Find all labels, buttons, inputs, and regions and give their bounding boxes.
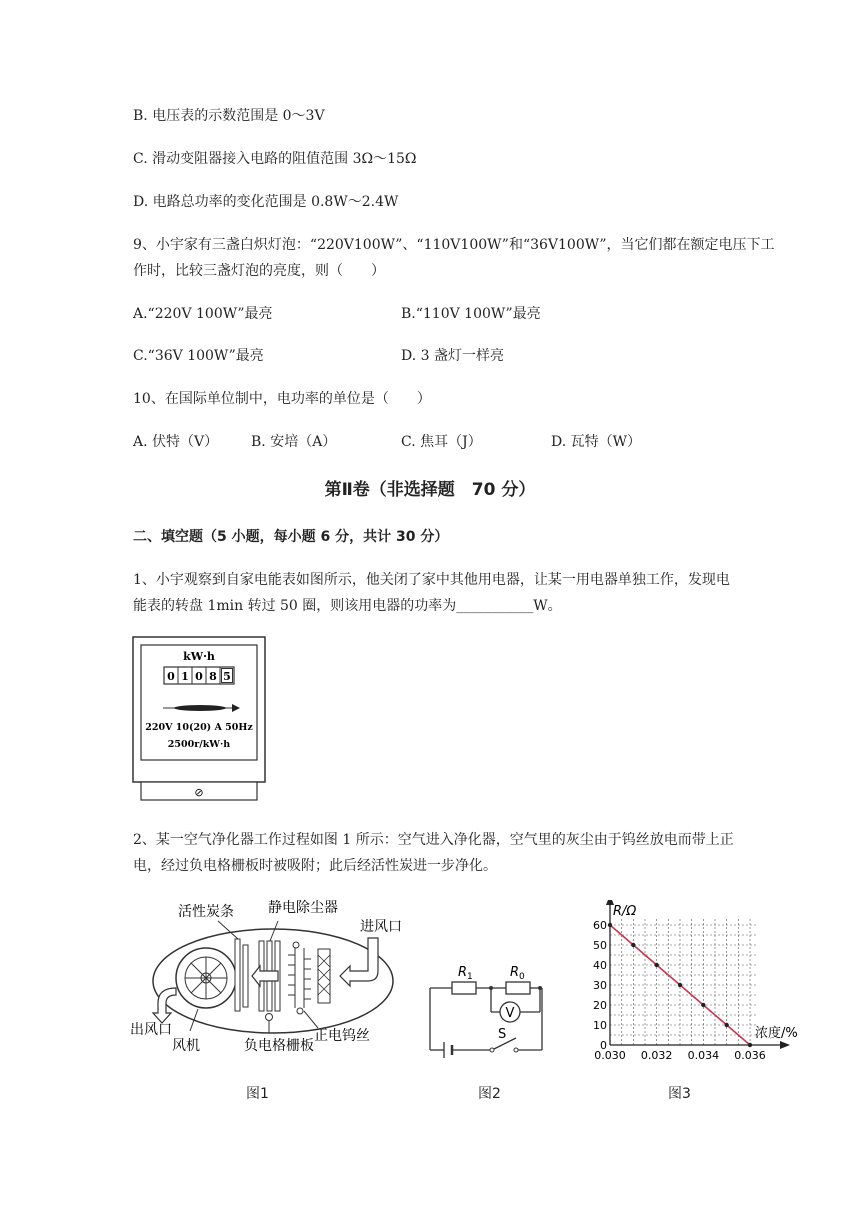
q10-option-b: B. 安培（A）: [251, 434, 337, 450]
fig2-switch-label: S: [498, 1027, 507, 1042]
data-point: [608, 923, 612, 927]
voltmeter-icon: [500, 1002, 520, 1022]
meter-digit: 0: [167, 670, 175, 683]
y-tick-label: 30: [593, 979, 607, 992]
section-subtitle: 二、填空题（5 小题，每小题 6 分，共计 30 分）: [133, 529, 449, 545]
x-tick-label: 0.034: [687, 1049, 720, 1062]
q9-option-c: C.“36V 100W”最亮: [133, 348, 264, 364]
x-tick-label: 0.030: [594, 1049, 626, 1062]
air-purifier-diagram: [128, 893, 418, 1063]
q9-stem-line2: 作时，比较三盏灯泡的亮度，则（ ）: [133, 263, 385, 279]
x-axis-arrow: [780, 1041, 790, 1049]
q9-option-a: A.“220V 100W”最亮: [133, 306, 273, 322]
meter-spec-rating: 220V 10(20) A 50Hz: [145, 722, 253, 733]
q10-option-d: D. 瓦特（W）: [551, 434, 642, 450]
y-tick-label: 0: [600, 1039, 607, 1052]
meter-unit: kW·h: [183, 650, 215, 663]
meter-digit: 8: [209, 670, 217, 683]
fig1-label-outlet: 出风口: [130, 1022, 172, 1038]
fq2-stem-line2: 电，经过负电格栅板时被吸附；此后经活性炭进一步净化。: [133, 858, 497, 874]
chart-x-label: 浓度/%: [755, 1026, 798, 1041]
fq1-stem-line1: 1、小宇观察到自家电能表如图所示，他关闭了家中其他用电器，让某一用电器单独工作，发现电: [133, 572, 730, 588]
x-tick-label: 0.036: [734, 1049, 766, 1062]
chart-ticks: [593, 919, 766, 1062]
fig1-label-inlet: 进风口: [360, 919, 402, 935]
data-point: [654, 963, 658, 967]
q9-option-b: B.“110V 100W”最亮: [401, 306, 541, 322]
q10-stem: 10、在国际单位制中，电功率的单位是（ ）: [133, 391, 431, 407]
q8-option-b: B. 电压表的示数范围是 0～3V: [133, 108, 325, 124]
meter-digit: 0: [195, 670, 203, 683]
chart-grid: [610, 917, 758, 1045]
data-point: [724, 1023, 728, 1027]
meter-digit: 1: [181, 670, 189, 683]
fig3-caption: 图3: [668, 1086, 691, 1102]
meter-digit: 5: [223, 670, 231, 683]
fig1-label-fan: 风机: [172, 1038, 200, 1054]
fig2-r0-label: $R_0$: [510, 965, 525, 982]
y-tick-label: 10: [593, 1019, 607, 1032]
q8-option-c: C. 滑动变阻器接入电路的阻值范围 3Ω～15Ω: [133, 151, 417, 167]
data-point: [701, 1003, 705, 1007]
circuit-diagram: [420, 950, 560, 1070]
data-point: [678, 983, 682, 987]
q10-option-c: C. 焦耳（J）: [401, 434, 482, 450]
fq1-stem-line2: 能表的转盘 1min 转过 50 圈，则该用电器的功率为___________W。: [133, 598, 562, 614]
fig1-caption: 图1: [246, 1086, 269, 1102]
x-tick-label: 0.032: [640, 1049, 673, 1062]
y-tick-label: 50: [593, 939, 607, 952]
meter-knob-icon: ⊘: [194, 786, 204, 799]
fig1-label-wire: 正电钨丝: [314, 1028, 370, 1044]
y-tick-label: 40: [593, 959, 607, 972]
y-tick-label: 20: [593, 999, 607, 1012]
q10-option-a: A. 伏特（V）: [133, 434, 219, 450]
fq2-stem-line1: 2、某一空气净化器工作过程如图 1 所示：空气进入净化器，空气里的灰尘由于钨丝放电而带上正: [133, 832, 734, 848]
section-title: 第Ⅱ卷（非选择题 70 分）: [324, 480, 536, 500]
resistance-concentration-chart: [585, 900, 810, 1065]
fig2-caption: 图2: [478, 1086, 501, 1102]
q8-option-d: D. 电路总功率的变化范围是 0.8W～2.4W: [133, 194, 399, 210]
meter-spec-constant: 2500r/kW·h: [167, 739, 231, 750]
svg-text:V: V: [505, 1006, 515, 1021]
energy-meter-figure: [128, 632, 272, 804]
chart-y-label: R/Ω: [613, 904, 637, 919]
fig1-label-plate: 负电格栅板: [244, 1038, 314, 1054]
y-tick-label: 60: [593, 919, 607, 932]
q9-option-d: D. 3 盏灯一样亮: [401, 348, 504, 364]
fig1-label-dust: 静电除尘器: [268, 900, 338, 916]
data-point: [631, 943, 635, 947]
fig1-label-carbon: 活性炭条: [178, 904, 234, 920]
fig2-r1-label: $R_1$: [458, 965, 473, 982]
q9-stem-line1: 9、小宇家有三盏白炽灯泡：“220V100W”、“110V100W”和“36V100W”，当它们都在额定电压下工: [133, 237, 775, 253]
data-point: [748, 1043, 752, 1047]
fan-icon: [176, 948, 236, 1008]
